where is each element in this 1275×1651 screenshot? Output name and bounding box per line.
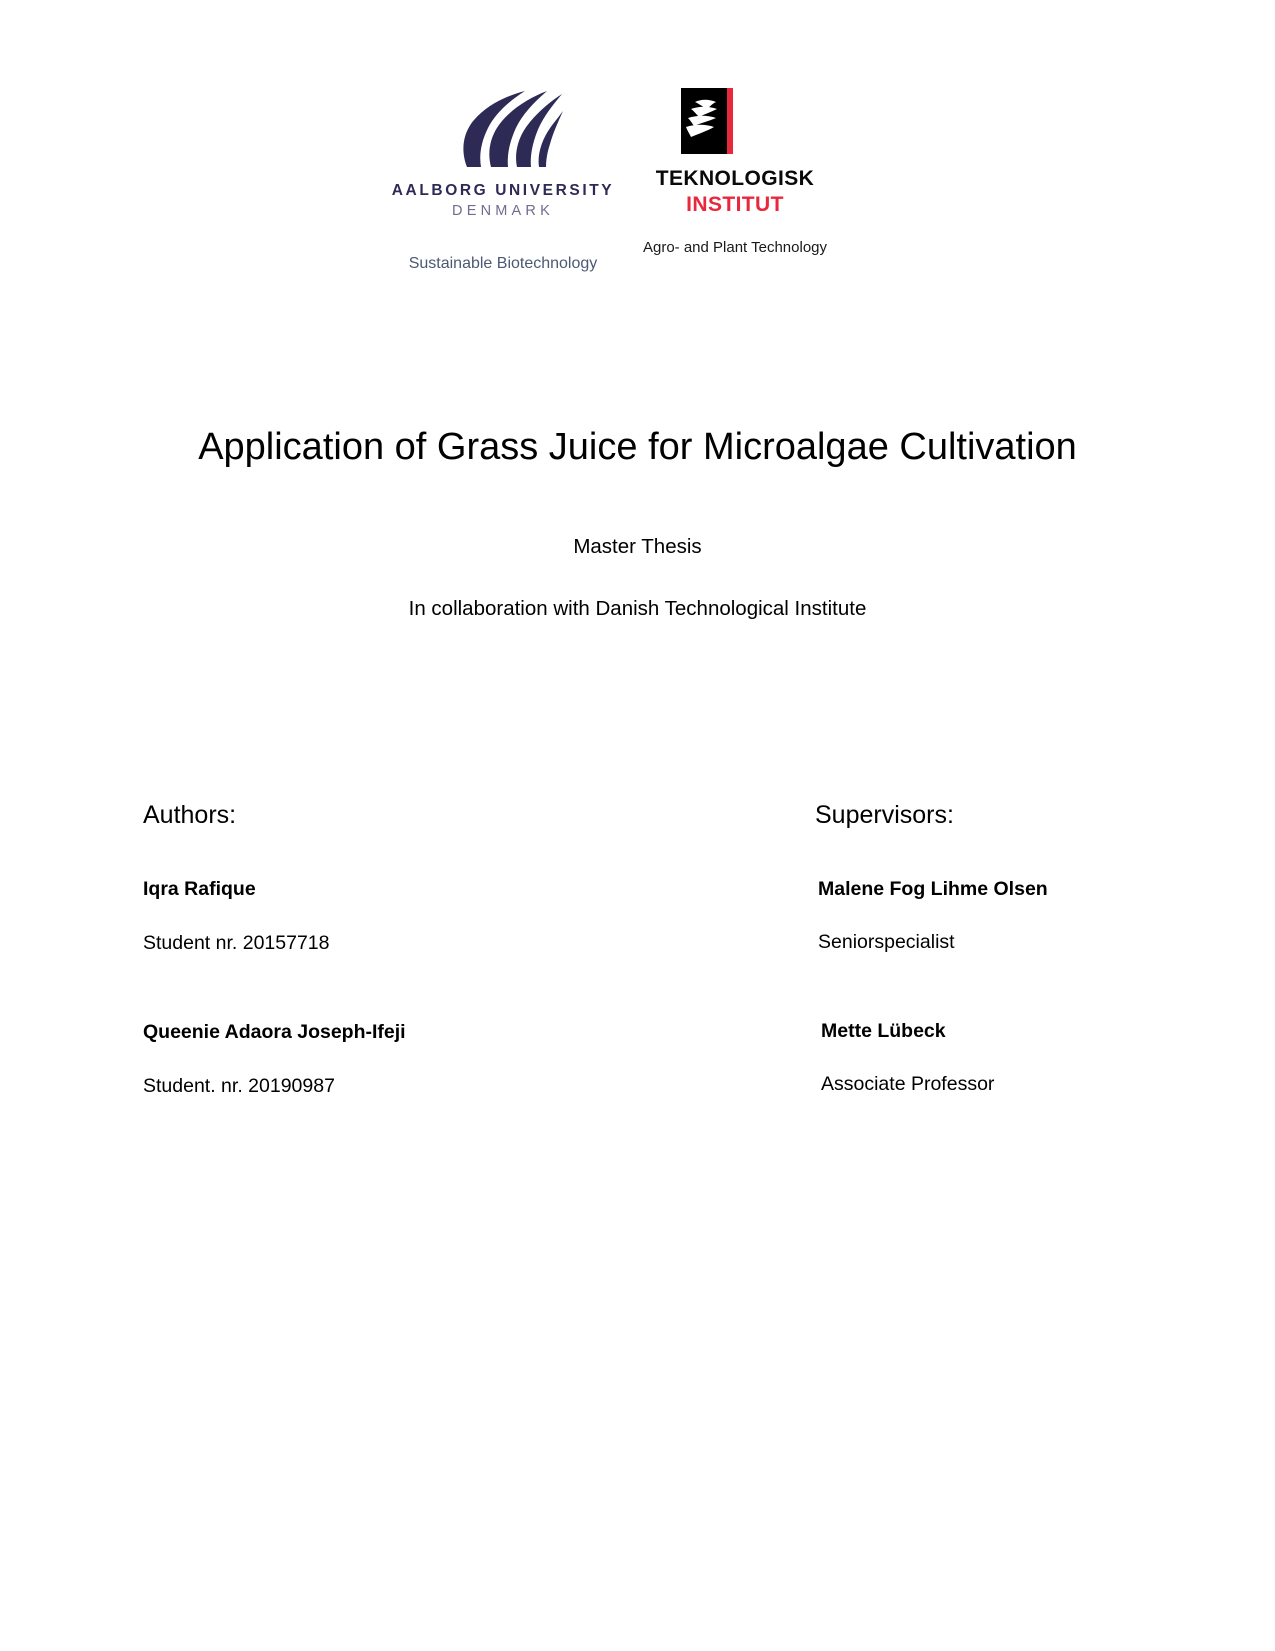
collaboration-note: In collaboration with Danish Technological Institute <box>408 597 867 621</box>
supervisor-entry <box>815 1019 1235 1097</box>
author-entry <box>143 1020 703 1099</box>
supervisor-entry <box>815 877 1235 955</box>
teknologisk-institut-logo-block <box>640 88 890 257</box>
supervisors-heading: Supervisors: <box>815 801 954 829</box>
supervisor-title: Seniorspecialist <box>818 931 955 954</box>
contributors-section <box>0 800 1275 1130</box>
author-student-number: Student nr. 20157718 <box>143 932 330 955</box>
aalborg-university-swoosh-icon <box>378 90 628 168</box>
page-title: Application of Grass Juice for Microalgae Cultivation <box>198 426 1077 468</box>
aalborg-university-country: DENMARK <box>452 203 554 220</box>
authors-heading: Authors: <box>143 801 237 829</box>
aalborg-university-department: Sustainable Biotechnology <box>408 254 598 272</box>
supervisor-title: Associate Professor <box>821 1073 995 1096</box>
author-name: Iqra Rafique <box>143 878 256 900</box>
author-entry <box>143 877 703 956</box>
supervisors-column <box>815 800 1235 1097</box>
teknologisk-institut-line1: TEKNOLOGISK <box>655 167 815 190</box>
author-name: Queenie Adaora Joseph-Ifeji <box>143 1020 406 1043</box>
supervisor-name: Mette Lübeck <box>821 1019 946 1042</box>
logo-band <box>0 90 1275 290</box>
teknologisk-institut-line2: INSTITUT <box>686 193 784 217</box>
teknologisk-institut-eagle-icon <box>681 88 733 154</box>
title-area <box>0 424 1275 623</box>
aalborg-university-logo-block <box>378 90 628 273</box>
teknologisk-institut-department: Agro- and Plant Technology <box>642 239 827 257</box>
authors-column <box>143 800 703 1099</box>
teknologisk-institut-red-bar <box>727 88 733 154</box>
document-subtitle: Master Thesis <box>573 534 702 558</box>
supervisor-name: Malene Fog Lihme Olsen <box>818 878 1048 900</box>
author-student-number: Student. nr. 20190987 <box>143 1075 335 1098</box>
aalborg-university-name: AALBORG UNIVERSITY <box>391 182 615 199</box>
teknologisk-institut-wordmark <box>610 167 860 217</box>
